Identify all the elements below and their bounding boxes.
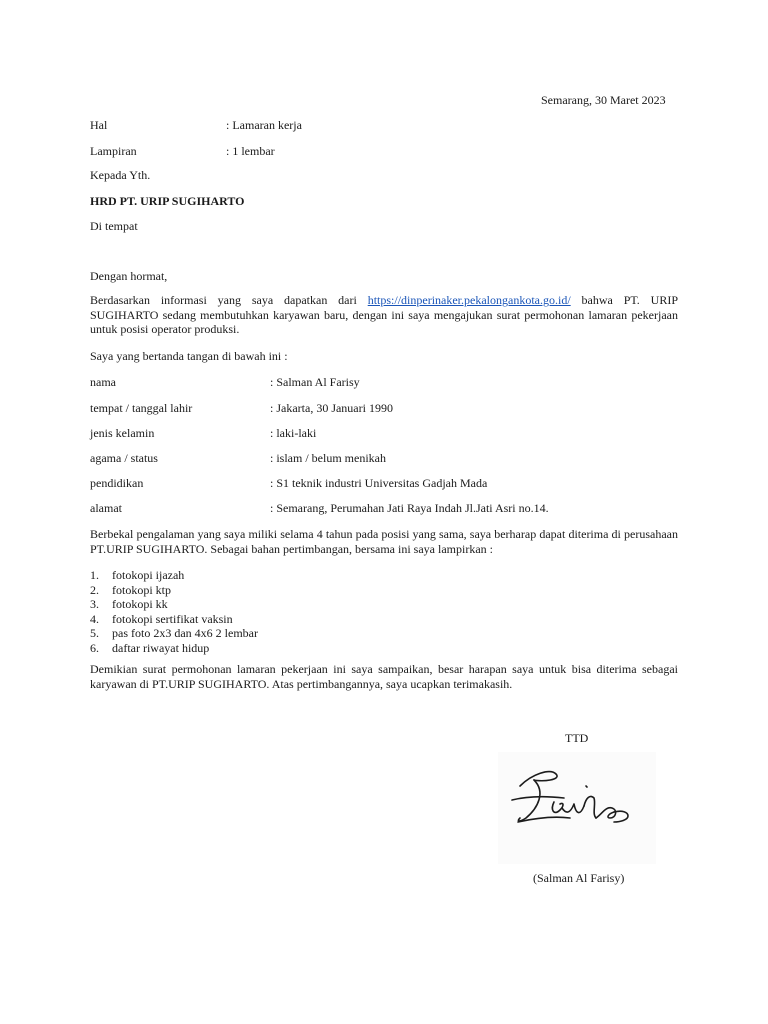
subject-label: Hal	[90, 118, 108, 132]
identity-value-birth: : Jakarta, 30 Januari 1990	[270, 401, 393, 415]
attachment-count-value: : 1 lembar	[226, 144, 275, 158]
identity-label-gender: jenis kelamin	[90, 426, 155, 440]
list-item-text: fotokopi sertifikat vaksin	[112, 611, 233, 626]
identity-value-address: : Semarang, Perumahan Jati Raya Indah Jl.Jati Asri no.14.	[270, 501, 549, 515]
list-item-text: fotokopi kk	[112, 597, 168, 612]
signature-icon	[498, 752, 656, 864]
paragraph-closing: Demikian surat permohonan lamaran pekerjaan ini saya sampaikan, besar harapan saya untuk bisa diterima sebagai karyawan di PT.URIP SUGIHARTO. Atas pertimbangannya, saya ucapkan terimakasih.	[90, 662, 678, 691]
identity-value-name: : Salman Al Farisy	[270, 375, 360, 389]
list-item	[90, 597, 258, 612]
list-item-number: 2.	[90, 582, 99, 597]
list-item	[90, 568, 258, 583]
identity-label-birth: tempat / tanggal lahir	[90, 401, 193, 415]
recipient-salutation: Kepada Yth.	[90, 168, 151, 182]
list-item-number: 6.	[90, 640, 99, 655]
subject-value: : Lamaran kerja	[226, 118, 302, 132]
signature-label: TTD	[565, 731, 589, 745]
list-item	[90, 612, 258, 627]
list-item-text: fotokopi ktp	[112, 582, 171, 597]
recipient-company: HRD PT. URIP SUGIHARTO	[90, 194, 245, 208]
paragraph-experience: Berbekal pengalaman yang saya miliki selama 4 tahun pada posisi yang sama, saya berharap dapat diterima di perusahaan PT.URIP SUGIHARTO. Sebagai bahan pertimbangan, bersama ini saya lampirkan :	[90, 527, 678, 556]
attachment-count-label: Lampiran	[90, 144, 137, 158]
identity-value-gender: : laki-laki	[270, 426, 317, 440]
recipient-place: Di tempat	[90, 219, 138, 233]
list-item-number: 1.	[90, 568, 99, 582]
list-item-text: daftar riwayat hidup	[112, 640, 210, 655]
identity-value-education: : S1 teknik industri Universitas Gadjah Mada	[270, 476, 488, 490]
attachment-list	[90, 568, 258, 656]
list-item-text: pas foto 2x3 dan 4x6 2 lembar	[112, 626, 258, 641]
paragraph-intro	[90, 293, 678, 337]
list-item	[90, 626, 258, 641]
identity-label-name: nama	[90, 375, 116, 389]
list-item	[90, 583, 258, 598]
letter-date: Semarang, 30 Maret 2023	[541, 93, 666, 107]
list-item-number: 4.	[90, 611, 99, 626]
identity-label-education: pendidikan	[90, 476, 144, 490]
list-item-text: fotokopi ijazah	[112, 568, 185, 582]
greeting: Dengan hormat,	[90, 269, 168, 283]
identity-value-religion: : islam / belum menikah	[270, 451, 386, 465]
list-item-number: 3.	[90, 597, 99, 612]
list-item-number: 5.	[90, 626, 99, 641]
paragraph-intro-start: Berdasarkan informasi yang saya dapatkan dari	[90, 293, 368, 307]
identity-label-address: alamat	[90, 501, 122, 515]
identity-intro: Saya yang bertanda tangan di bawah ini :	[90, 349, 288, 363]
identity-label-religion: agama / status	[90, 451, 158, 465]
signer-name: (Salman Al Farisy)	[533, 871, 625, 885]
source-link[interactable]: https://dinperinaker.pekalongankota.go.id/	[367, 293, 571, 307]
paragraph-intro-end: bahwa PT. URIP SUGIHARTO sedang membutuhkan karyawan baru, dengan ini saya mengajukan surat permohonan lamaran pekerjaan untuk posisi operator produksi.	[90, 293, 679, 337]
list-item	[90, 641, 258, 656]
